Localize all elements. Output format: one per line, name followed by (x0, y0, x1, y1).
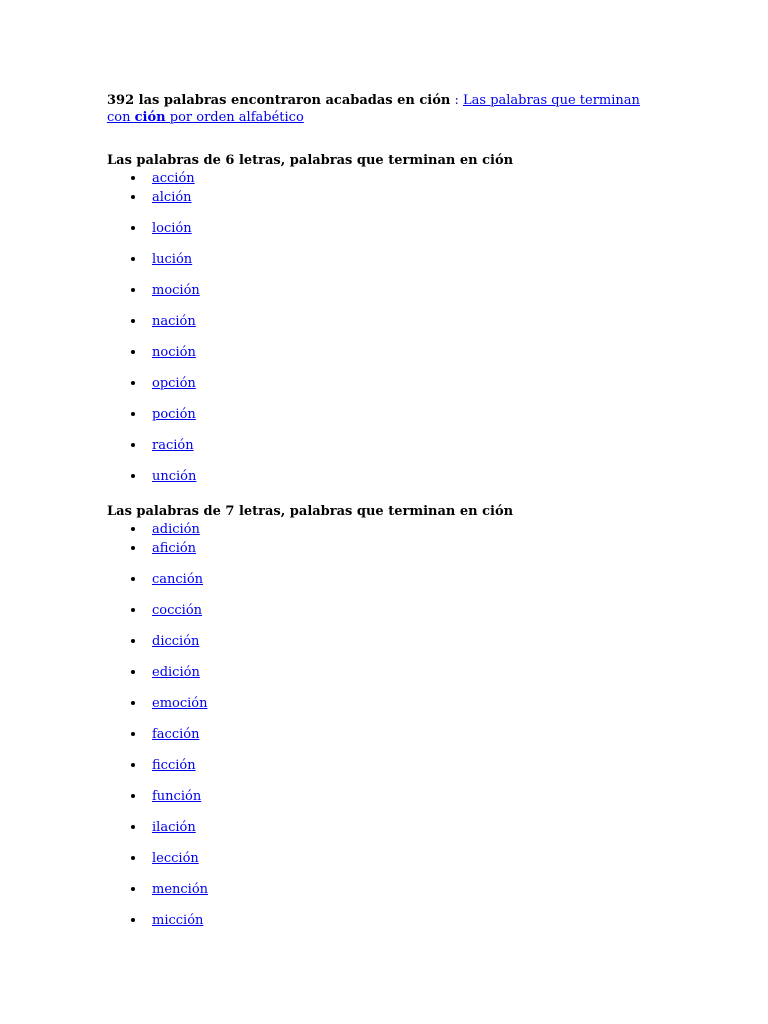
list-item (107, 601, 667, 620)
section-6-letters (107, 152, 667, 486)
word-link[interactable]: edición (152, 665, 200, 680)
word-link[interactable]: ración (152, 438, 194, 453)
list-item (107, 849, 667, 868)
word-list (107, 520, 667, 930)
word-link[interactable]: adición (152, 522, 200, 537)
section-heading: Las palabras de 6 letras, palabras que terminan en ción (107, 153, 514, 168)
word-link[interactable]: lución (152, 252, 193, 267)
list-item (107, 911, 667, 930)
word-link[interactable]: facción (152, 727, 200, 742)
word-link[interactable]: función (152, 789, 202, 804)
list-item (107, 169, 667, 188)
list-item (107, 520, 667, 539)
list-item (107, 694, 667, 713)
list-item (107, 539, 667, 558)
word-link[interactable]: unción (152, 469, 197, 484)
list-item (107, 663, 667, 682)
list-item (107, 818, 667, 837)
list-item (107, 570, 667, 589)
list-item (107, 725, 667, 744)
word-list (107, 169, 667, 486)
link-suffix: por orden alfabético (165, 110, 304, 125)
list-item (107, 343, 667, 362)
section-heading: Las palabras de 7 letras, palabras que terminan en ción (107, 504, 514, 519)
list-item (107, 374, 667, 393)
word-link[interactable]: ficción (152, 758, 196, 773)
separator: : (450, 93, 464, 108)
word-link[interactable]: afición (152, 541, 197, 556)
list-item (107, 632, 667, 651)
section-7-letters (107, 503, 667, 930)
result-count: 392 las palabras encontraron acabadas en ción (107, 93, 451, 108)
list-item (107, 436, 667, 455)
list-item (107, 756, 667, 775)
word-link[interactable]: opción (152, 376, 196, 391)
list-item (107, 880, 667, 899)
word-link[interactable]: nación (152, 314, 196, 329)
list-item (107, 250, 667, 269)
link-bold-suffix: ción (134, 110, 166, 125)
list-item (107, 405, 667, 424)
list-item (107, 467, 667, 486)
list-item (107, 312, 667, 331)
word-link[interactable]: noción (152, 345, 196, 360)
word-link[interactable]: loción (152, 221, 192, 236)
word-link[interactable]: canción (152, 572, 204, 587)
word-link[interactable]: mención (152, 882, 209, 897)
list-item (107, 787, 667, 806)
list-item (107, 188, 667, 207)
word-link[interactable]: cocción (152, 603, 203, 618)
word-link[interactable]: emoción (152, 696, 208, 711)
word-link[interactable]: alción (152, 190, 192, 205)
intro-paragraph (107, 92, 667, 126)
word-link[interactable]: acción (152, 171, 195, 186)
list-item (107, 281, 667, 300)
document-page (107, 92, 667, 930)
word-link[interactable]: micción (152, 913, 204, 928)
word-link[interactable]: dicción (152, 634, 200, 649)
link-prefix: Las palabras que terminan con (107, 93, 640, 125)
word-link[interactable]: poción (152, 407, 196, 422)
word-link[interactable]: ilación (152, 820, 196, 835)
word-link[interactable]: lección (152, 851, 199, 866)
list-item (107, 219, 667, 238)
word-link[interactable]: moción (152, 283, 200, 298)
